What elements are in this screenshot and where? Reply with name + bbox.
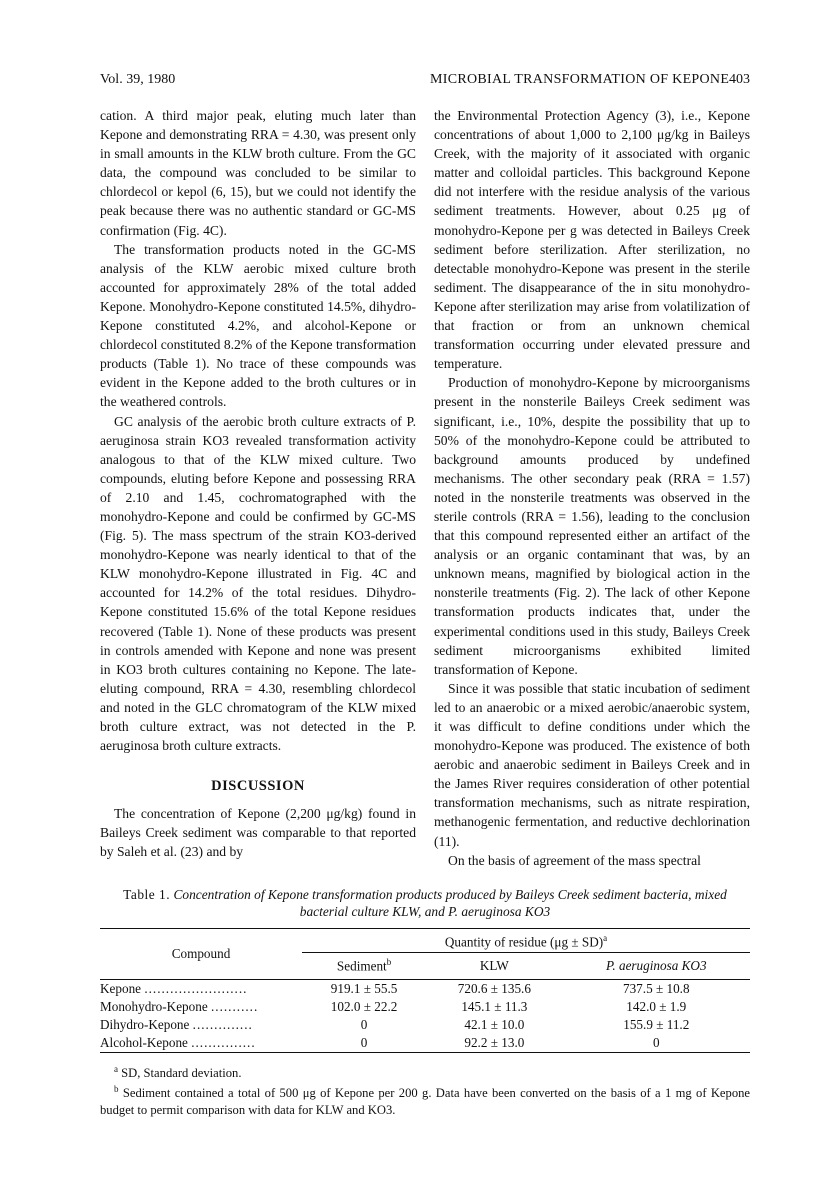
column-header-compound: Compound: [100, 929, 302, 980]
column-header-group: [302, 929, 750, 953]
table-caption-text: Concentration of Kepone transformation products produced by Baileys Creek sediment bacteria, mixed bacterial culture KLW, and P. aeruginosa KO3: [173, 887, 727, 919]
compound-label: Monohydro-Kepone: [100, 998, 208, 1014]
table-caption: [100, 886, 750, 920]
paragraph: cation. A third major peak, eluting much later than Kepone and demonstrating RRA = 4.30, was present only in small amounts in the KLW broth culture. From the GC data, the compound was concluded to be similar to chlordecol or kepol (6, 15), but we could not identify the peak because there was no authentic standard or GC-MS confirmation (Fig. 4C).: [100, 108, 416, 238]
column-header-sediment: [302, 953, 426, 979]
compound-name: [100, 979, 302, 998]
two-column-body: [100, 106, 750, 876]
klw-value: 145.1 ± 11.3: [461, 998, 528, 1014]
leader-dots: ...........: [210, 998, 259, 1014]
paragraph: Since it was possible that static incubation of sediment led to an anaerobic or a mixed aerobic/anaerobic system, it was difficult to define conditions under which the monohydro-Kepone was produced. The existence of both aerobic and anaerobic sediment in Baileys Creek and in the James River requires consideration of other potential transformation mechanisms, such as nitrate respiration, methanogenic fermentation, and reductive dechlorination (11).: [434, 680, 750, 849]
paragraph: On the basis of agreement of the mass spectral: [448, 852, 701, 868]
table-footnotes: [100, 1061, 750, 1119]
table-row: [100, 1016, 750, 1034]
table-row: [100, 979, 750, 998]
footnote-mark: a: [114, 1063, 118, 1074]
column-header-group-text: Quantity of residue (μg ± SD): [444, 934, 604, 950]
ko3-value: 155.9 ± 11.2: [623, 1016, 690, 1032]
paragraph: The concentration of Kepone (2,200 μg/kg) found in Baileys Creek sediment was comparable to that reported by Saleh et al. (23) and by: [100, 806, 416, 860]
sediment-value: 102.0 ± 22.2: [330, 998, 398, 1014]
sediment-value: 919.1 ± 55.5: [302, 979, 426, 998]
leader-dots: ..............: [192, 1016, 253, 1032]
footnote-text: Sediment contained a total of 500 μg of Kepone per 200 g. Data have been converted on the basis of a 1 mg of Kepone budget to permit comparison with data for KLW and KO3.: [100, 1086, 751, 1118]
compound-label: Dihydro-Kepone: [100, 1016, 190, 1032]
sediment-value: 0: [302, 1034, 426, 1053]
klw-value: 720.6 ± 135.6: [426, 979, 562, 998]
section-heading: DISCUSSION: [211, 778, 305, 795]
sediment-value: 0: [360, 1016, 368, 1032]
footnote-mark: a: [603, 933, 608, 943]
running-header: [100, 72, 750, 94]
column-header-ko3: P. aeruginosa KO3: [606, 958, 707, 974]
residue-table: [100, 928, 750, 1053]
compound-label: Alcohol-Kepone: [100, 1034, 188, 1050]
paragraph: the Environmental Protection Agency (3), i.e., Kepone concentrations of about 1,000 to 2,100 μg/kg in Baileys Creek, with the majority of it associated with organic matter and colloidal particles. This background Kepone did not interfere with the residue analysis of the various sediment treatments. However, about 0.25 μg of monohydro-Kepone per g was detected in Baileys Creek sediment before sterilization. After sterilization, no detectable monohydro-Kepone was present in the sterile sediment. The disappearance of the in situ monohydro-Kepone after sterilization may arise from volatilization of that fraction or from an unknown chemical transformation occurring under elevated pressure and temperature.: [434, 108, 750, 372]
left-column: [100, 106, 416, 862]
paragraph: GC analysis of the aerobic broth culture extracts of P. aeruginosa strain KO3 revealed transformation activity analogous to that of the KLW mixed culture. Two compounds, eluting before Kepone and possessing RRA of 2.10 and 1.45, cochromatographed with the monohydro-Kepone and could be confirmed by GC-MS (Fig. 5). The mass spectrum of the strain KO3-derived monohydro-Kepone was nearly identical to that of the KLW monohydro-Kepone illustrated in Fig. 4C and accounted for 14.2% of the total residues. Dihydro-Kepone constituted 15.6% of the total Kepone residues recovered (Table 1). None of these products was present in controls amended with Kepone and none was present in KO3 broth cultures containing no Kepone. The late-eluting compound, RRA = 4.30, resembling chlordecol and noted in the GLC chromatogram of the KLW mixed broth culture extract, was not detected in the P. aeruginosa broth culture extracts.: [100, 413, 416, 754]
leader-dots: ...............: [191, 1034, 256, 1050]
ko3-value: 737.5 ± 10.8: [563, 979, 750, 998]
table-label: Table 1.: [123, 887, 171, 902]
footnote-mark: b: [386, 957, 392, 968]
compound-name: [100, 998, 302, 1016]
footnote-text: SD, Standard deviation.: [121, 1065, 242, 1080]
journal-page: [100, 72, 750, 1119]
footnote-mark: b: [114, 1084, 119, 1095]
volume-label: Vol. 39, 1980: [100, 72, 176, 87]
paragraph: Production of monohydro-Kepone by microorganisms present in the nonsterile Baileys Creek sediment was significant, i.e., 10%, despite the possibility that up to 50% of the monohydro-Kepone could be attributed to background amounts produced by undefined mechanisms. The other secondary peak (RRA = 1.57) noted in the nonsterile treatments was observed in the sterile controls (RRA = 1.56), leading to the conclusion that this compound represented either an artifact of the analysis or an organic contaminant that was, by an unknown means, magnified by biological action in the nonsterile treatments (Fig. 2). The lack of other Kepone transformation products indicates that, under the experimental conditions used in this study, Baileys Creek sediment microorganisms exhibited limited transformation of Kepone.: [434, 375, 750, 677]
ko3-value: 0: [563, 1034, 750, 1053]
footnote: [100, 1081, 750, 1118]
klw-value: 42.1 ± 10.0: [464, 1016, 525, 1032]
table-row: [100, 1034, 750, 1053]
right-column: [434, 106, 750, 870]
page-number: 403: [729, 72, 750, 87]
leader-dots: ........................: [144, 980, 248, 996]
klw-value: 92.2 ± 13.0: [426, 1034, 562, 1053]
ko3-value: 142.0 ± 1.9: [626, 998, 687, 1014]
running-title: MICROBIAL TRANSFORMATION OF KEPONE: [430, 72, 730, 87]
table-row: [100, 998, 750, 1016]
compound-name: [100, 1016, 302, 1034]
paragraph: The transformation products noted in the GC-MS analysis of the KLW aerobic mixed culture broth accounted for approximately 28% of the total added Kepone. Monohydro-Kepone constituted 14.5%, dihydro-Kepone constituted 4.2%, and alcohol-Kepone or chlordecol constituted 8.2% of the Kepone transformation products (Table 1). No trace of these compounds was evident in the Kepone added to the broth cultures or in the weathered controls.: [100, 241, 416, 410]
column-header-sediment-text: Sediment: [336, 958, 387, 974]
column-header-klw: KLW: [479, 958, 509, 974]
compound-name: [100, 1034, 302, 1053]
compound-label: Kepone: [100, 980, 142, 996]
footnote: [100, 1061, 750, 1082]
